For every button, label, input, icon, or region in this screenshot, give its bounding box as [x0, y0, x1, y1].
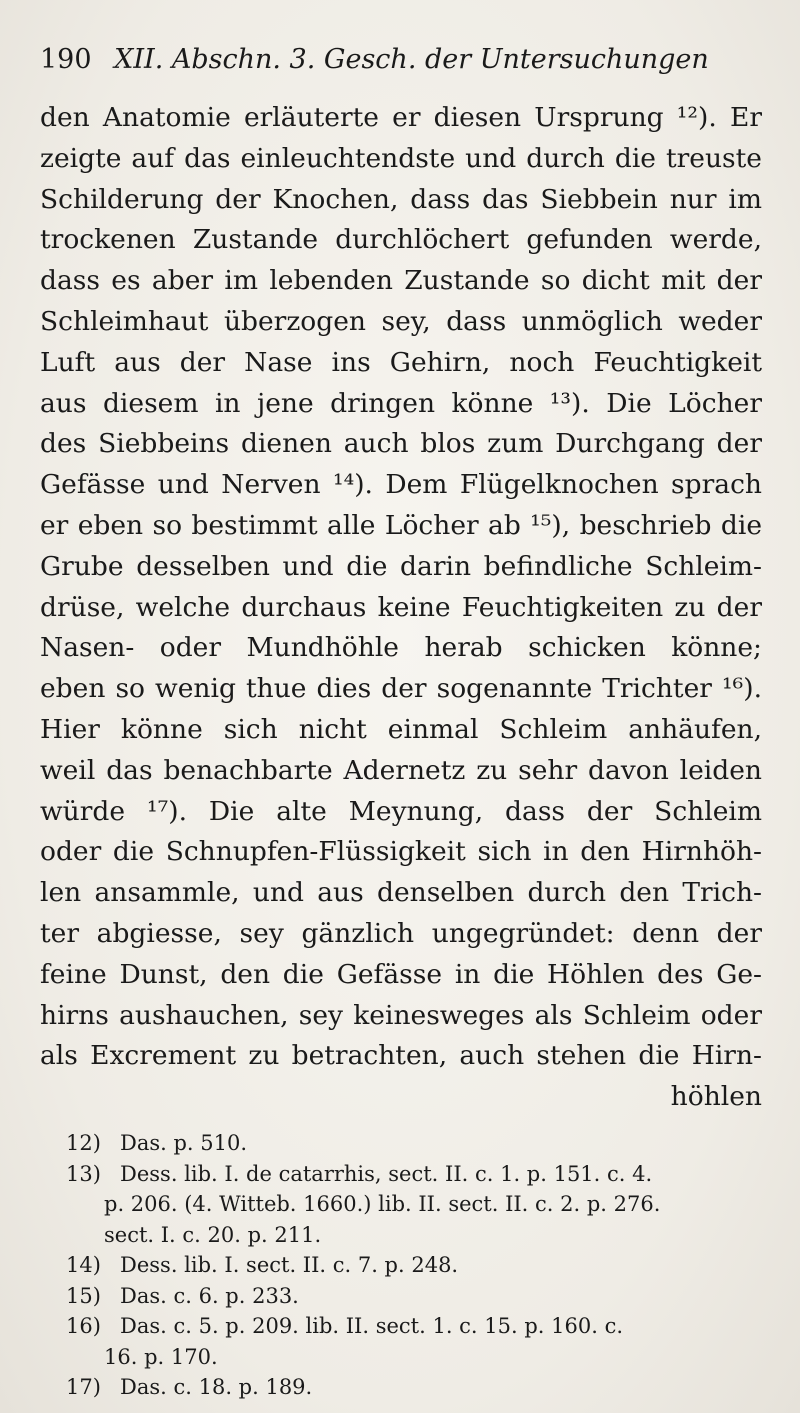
footnote-12: 12) Das. p. 510.	[66, 1131, 248, 1155]
text-line: trockenen Zustande durchlöchert gefunden werde,	[40, 224, 762, 256]
text-line: Gefässe und Nerven ¹⁴). Dem Flügelknochen sprach	[40, 469, 762, 501]
page-number: 190	[40, 44, 92, 75]
footnote-15: 15) Das. c. 6. p. 233.	[66, 1283, 299, 1308]
footnote-13: 13) Dess. lib. I. de catarrhis, sect. II. c. 1. p. 151. c. 4.	[66, 1161, 653, 1186]
text-line: len ansammle, und aus denselben durch den Trich-	[40, 877, 762, 909]
running-head	[40, 42, 770, 78]
footnote-14: 14) Dess. lib. I. sect. II. c. 7. p. 248.	[66, 1253, 459, 1277]
text-line: Nasen- oder Mundhöhle herab schicken könne;	[40, 632, 762, 664]
text-line: Luft aus der Nase ins Gehirn, noch Feuchtigkeit	[40, 346, 762, 378]
footnote-16-continued: 16. p. 170.	[104, 1344, 218, 1369]
text-line: Schilderung der Knochen, dass das Siebbein nur im	[40, 183, 762, 215]
footnote-16: 16) Das. c. 5. p. 209. lib. II. sect. 1. c. 15. p. 160. c.	[66, 1314, 624, 1338]
text-line: zeigte auf das einleuchtendste und durch die treuste	[40, 142, 762, 174]
footnote-13-continued: p. 206. (4. Witteb. 1660.) lib. II. sect. II. c. 2. p. 276.	[104, 1192, 661, 1216]
running-title: XII. Abschn. 3. Gesch. der Untersuchungen	[114, 44, 709, 75]
footnote-13-continued: sect. I. c. 20. p. 211.	[104, 1222, 322, 1247]
text-line: Hier könne sich nicht einmal Schleim anhäufen,	[40, 713, 762, 745]
text-line: eben so wenig thue dies der sogenannte Trichter ¹⁶).	[40, 673, 762, 705]
text-line: Grube desselben und die darin befindliche Schleim-	[40, 550, 762, 582]
text-line: würde ¹⁷). Die alte Meynung, dass der Schleim	[40, 795, 762, 827]
text-line: weil das benachbarte Adernetz zu sehr davon leiden	[40, 754, 762, 786]
text-line: des Siebbeins dienen auch blos zum Durchgang der	[40, 428, 762, 460]
text-line: drüse, welche durchaus keine Feuchtigkeiten zu der	[40, 591, 762, 623]
text-line: den Anatomie erläuterte er diesen Ursprung ¹²). Er	[40, 102, 762, 133]
text-line: hirns aushauchen, sey keinesweges als Schleim oder	[40, 999, 762, 1031]
text-line: ter abgiesse, sey gänzlich ungegründet: denn der	[40, 917, 762, 949]
text-line: er eben so bestimmt alle Löcher ab ¹⁵), beschrieb die	[40, 509, 762, 541]
text-line: feine Dunst, den die Gefässe in die Höhlen des Ge-	[40, 958, 762, 990]
catchword: höhlen	[670, 1081, 762, 1113]
footnotes	[40, 1128, 764, 1403]
text-line: als Excrement zu betrachten, auch stehen die Hirn-	[40, 1040, 762, 1072]
text-line: Schleimhaut überzogen sey, dass unmöglich weder	[40, 305, 762, 337]
body-text	[40, 98, 762, 1118]
text-line: dass es aber im lebenden Zustande so dicht mit der	[40, 265, 762, 297]
text-line: aus diesem in jene dringen könne ¹³). Die Löcher	[40, 387, 762, 419]
footnote-17: 17) Das. c. 18. p. 189.	[66, 1375, 313, 1399]
text-line: oder die Schnupfen-Flüssigkeit sich in den Hirnhöh-	[40, 836, 762, 868]
